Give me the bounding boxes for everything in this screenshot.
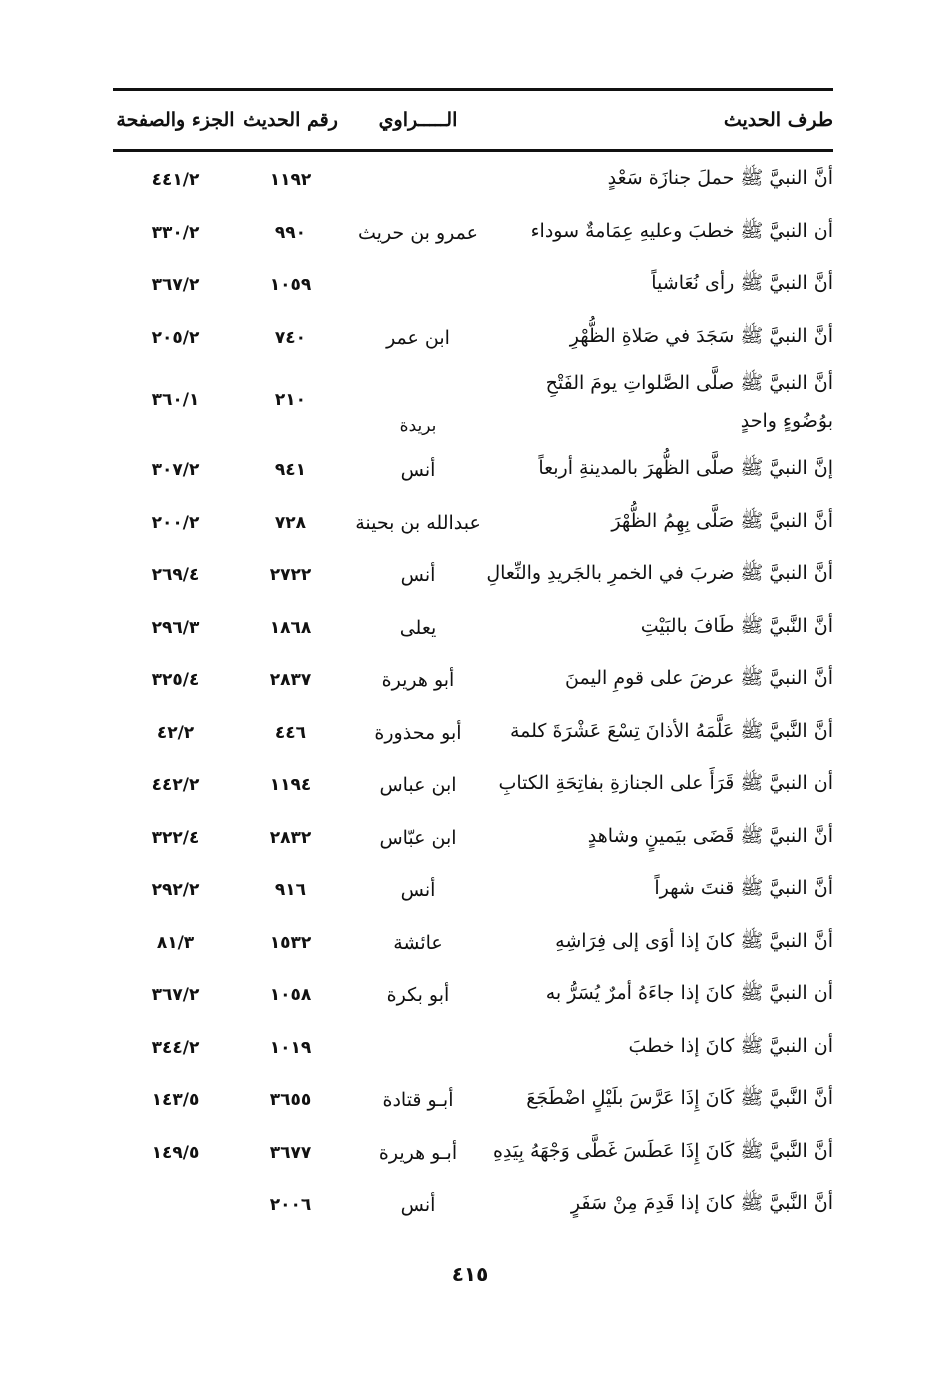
volume-page: ٤٤١/٢ [151,170,200,191]
hadith-number: ١٥٣٢ [269,932,312,953]
hadith-text: أنَّ النبيَّ ﷺ رأى نُعَاشياً [651,272,833,295]
table-row [113,602,833,655]
narrator: عمرو بن حريث [358,221,478,244]
narrator: أنس [400,564,436,587]
hadith-number: ٩٤١ [274,460,307,481]
hadith-number: ٧٢٨ [274,512,307,533]
volume-page: ٢٩٢/٢ [151,880,200,901]
hadith-text: أن النبيَّ ﷺ كانَ إذا جاءَهُ أمرٌ يُسَرُّ به [545,982,833,1005]
table-row [113,654,833,707]
narrator: عبدالله بن بحينة [355,511,481,534]
hadith-text: أنَّ النَّبيَّ ﷺ كانَ إذا قَدِمَ مِنْ سَفَرٍ [570,1192,833,1215]
hadith-text: أنَّ النبيَّ ﷺ قَضَى بيَمينٍ وشاهدٍ [587,824,833,847]
hadith-number: ٩١٦ [274,880,307,901]
hadith-number: ١٠٥٨ [269,985,312,1006]
header-narrator: الـــــراوي [378,109,458,131]
hadith-text: أن النبيَّ ﷺ قَرَأَ على الجنازةِ بفاتِحَةِ الكتابِ [498,772,833,795]
hadith-number: ٢٧٢٢ [269,565,312,586]
hadith-text: إنَّ النبيَّ ﷺ صلَّى الظُّهرَ بالمدينةِ أربعاً [538,457,833,480]
hadith-text: أن النبيَّ ﷺ كانَ إذا خطبَ [628,1034,833,1057]
table-body [113,152,833,1232]
hadith-number: ٢٨٣٧ [269,670,312,691]
hadith-text: أنَّ النَّبيَّ ﷺ كَانَ إِذَا عَطَسَ غَطَّى وَجْهَهُ بِيَدِهِ [493,1139,833,1162]
table-row [113,444,833,497]
table-row [113,707,833,760]
hadith-text: أنَّ النبيَّ ﷺ حملَ جنازَة سَعْدٍ [607,167,833,190]
hadith-text: أنَّ النَّبيَّ ﷺ كَانَ إِذَا عَرَّسَ بلَيْلٍ اضْطَجَعَ [526,1087,833,1110]
hadith-text: أنَّ النبيَّ ﷺ صَلَّى بِهِمُ الظُّهْرَ [611,509,833,532]
volume-page: ٣٦٠/١ [151,390,200,410]
index-table [113,88,833,1232]
hadith-number: ١٠٥٩ [269,275,312,296]
hadith-number: ٢٨٣٢ [269,827,312,848]
volume-page: ٢٦٩/٤ [151,565,200,586]
table-row [113,1022,833,1075]
volume-page: ٣٦٧/٢ [151,275,200,296]
narrator: أبو محذورة [374,721,462,744]
volume-page: ٣٠٧/٢ [151,460,200,481]
hadith-text: أنَّ النَّبيَّ ﷺ عَلَّمَهُ الأذانَ تِسْعَ عَشْرَةَ كلمة [509,719,833,742]
volume-page: ٤٢/٢ [156,722,195,743]
hadith-number: ٢٠٠٦ [269,1195,312,1216]
volume-page: ٣٤٤/٢ [151,1037,200,1058]
header-hadith: طرف الحديث [723,109,833,131]
hadith-text: أنَّ النبيَّ ﷺ سَجَدَ في صَلاةِ الظُّهْرِ [569,324,833,347]
narrator: يعلى [399,616,437,639]
hadith-number: ١١٩٤ [269,775,312,796]
volume-page: ٢٠٥/٢ [151,327,200,348]
table-row [113,917,833,970]
volume-page: ٣٦٧/٢ [151,985,200,1006]
table-row [113,549,833,602]
hadith-text: أنَّ النبيَّ ﷺ ضربَ في الخمرِ بالجَريدِ والنِّعالِ [486,562,833,585]
narrator: أبـو هريرة [378,1141,458,1164]
narrator: ابن عمر [386,326,450,349]
header-number: رقم الحديث [243,109,338,131]
table-row [113,969,833,1022]
volume-page: ٣٢٥/٤ [151,670,200,691]
table-row [113,1127,833,1180]
hadith-text: أنَّ النبيَّ ﷺ كانَ إذا أوَى إلى فِرَاشِهِ [555,929,833,952]
table-row [113,364,833,444]
volume-page: ٣٣٠/٢ [151,222,200,243]
hadith-number: ٣٦٧٧ [269,1142,312,1163]
hadith-number: ٣٦٥٥ [269,1090,312,1111]
volume-page: ٤٤٢/٢ [151,775,200,796]
table-row [113,259,833,312]
narrator: أبو بكرة [386,984,450,1007]
volume-page: ٨١/٣ [156,932,195,953]
table-header [113,91,833,149]
page-number: ٤١٥ [451,1262,489,1286]
volume-page: ٢٩٦/٣ [151,617,200,638]
hadith-text: أنَّ النبيَّ ﷺ قنتَ شهراً [654,877,833,900]
volume-page: ١٤٣/٥ [151,1090,200,1111]
hadith-number: ١٨٦٨ [269,617,312,638]
narrator: أنس [400,879,436,902]
table-row [113,312,833,365]
narrator: عائشة [393,931,443,954]
hadith-text: أنَّ النبيَّ ﷺ عرضَ على قومِ اليمنَ [565,667,833,690]
hadith-number: ١١٩٢ [269,170,312,191]
table-row [113,154,833,207]
narrator: بريدة [399,416,437,436]
volume-page: ٢٠٠/٢ [151,512,200,533]
narrator: ابن عبّاس [379,826,457,849]
table-row [113,759,833,812]
hadith-text: أن النبيَّ ﷺ خطبَ وعليهِ عِمَامةٌ سوداء [530,219,833,242]
volume-page: ٣٢٢/٤ [151,827,200,848]
header-volume-page: الجزء والصفحة [116,109,235,131]
table-row [113,497,833,550]
hadith-number: ٧٤٠ [274,327,307,348]
table-row [113,1179,833,1232]
narrator: أبـو قتادة [382,1089,454,1112]
hadith-number: ٤٤٦ [274,722,307,743]
table-row [113,1074,833,1127]
narrator: أنس [400,459,436,482]
hadith-number: ٢١٠ [274,390,307,410]
table-row [113,864,833,917]
table-row [113,207,833,260]
hadith-text: أنَّ النَّبيَّ ﷺ طَافَ بالبَيْتِ [640,614,833,637]
narrator: ابن عباس [379,774,457,797]
volume-page: ١٤٩/٥ [151,1142,200,1163]
table-row [113,812,833,865]
hadith-text: أنَّ النبيَّ ﷺ صلَّى الصَّلواتِ يومَ الفَتْحِ بوُضُوءٍ واحدٍ [545,372,833,432]
narrator: أبو هريرة [381,669,455,692]
hadith-number: ١٠١٩ [269,1037,312,1058]
narrator: أنس [400,1194,436,1217]
hadith-number: ٩٩٠ [274,222,307,243]
